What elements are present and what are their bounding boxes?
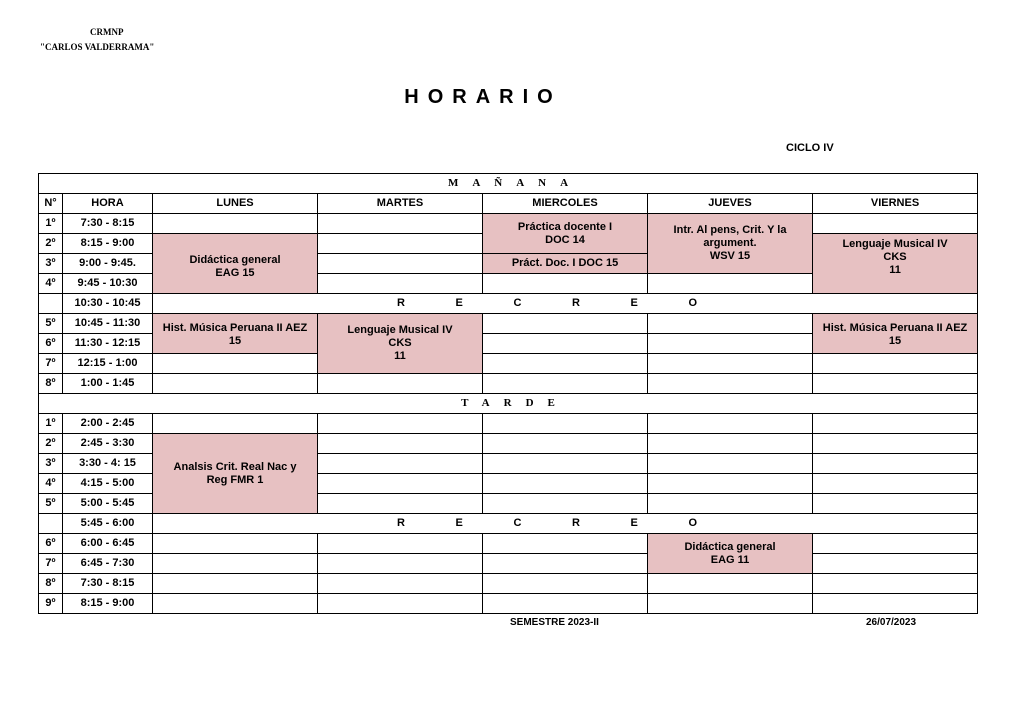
period-time: 3:30 - 4: 15 — [63, 454, 153, 474]
period-time: 2:45 - 3:30 — [63, 434, 153, 454]
period-time: 8:15 - 9:00 — [63, 594, 153, 614]
empty-cell — [318, 594, 483, 614]
empty-cell — [648, 334, 813, 354]
empty-cell — [648, 314, 813, 334]
period-num: 3º — [39, 254, 63, 274]
empty-cell — [318, 234, 483, 254]
period-num: 7º — [39, 554, 63, 574]
period-num: 7º — [39, 354, 63, 374]
period-num: 2º — [39, 434, 63, 454]
empty-cell — [318, 374, 483, 394]
period-num: 2º — [39, 234, 63, 254]
empty-cell — [813, 454, 978, 474]
recess-row — [39, 294, 978, 314]
empty-cell — [483, 274, 648, 294]
table-row — [39, 434, 978, 454]
section-row-afternoon — [39, 394, 978, 414]
empty-cell — [153, 534, 318, 554]
course-block: Práctica docente I DOC 14 — [483, 214, 648, 254]
empty-cell — [39, 514, 63, 534]
period-time: 6:00 - 6:45 — [63, 534, 153, 554]
empty-cell — [483, 554, 648, 574]
empty-cell — [153, 354, 318, 374]
empty-cell — [318, 214, 483, 234]
table-row — [39, 414, 978, 434]
date-label: 26/07/2023 — [866, 617, 917, 628]
period-num: 1º — [39, 214, 63, 234]
period-time: 6:45 - 7:30 — [63, 554, 153, 574]
empty-cell — [813, 474, 978, 494]
empty-cell — [153, 214, 318, 234]
col-header-viernes: VIERNES — [813, 194, 978, 214]
recess-row — [39, 514, 978, 534]
empty-cell — [813, 494, 978, 514]
empty-cell — [153, 374, 318, 394]
col-header-hora: HORA — [63, 194, 153, 214]
page-title: HORARIO — [404, 86, 562, 108]
empty-cell — [483, 574, 648, 594]
period-num: 3º — [39, 454, 63, 474]
empty-cell — [648, 474, 813, 494]
empty-cell — [648, 454, 813, 474]
institution-name: "CARLOS VALDERRAMA" — [40, 42, 155, 52]
empty-cell — [483, 354, 648, 374]
empty-cell — [153, 414, 318, 434]
ciclo-label: CICLO IV — [786, 142, 834, 154]
empty-cell — [318, 274, 483, 294]
empty-cell — [318, 254, 483, 274]
empty-cell — [648, 434, 813, 454]
period-time: 2:00 - 2:45 — [63, 414, 153, 434]
course-block: Práct. Doc. I DOC 15 — [483, 254, 648, 274]
period-num: 1º — [39, 414, 63, 434]
empty-cell — [483, 374, 648, 394]
period-num: 8º — [39, 374, 63, 394]
table-row — [39, 214, 978, 234]
period-time: 7:30 - 8:15 — [63, 574, 153, 594]
empty-cell — [648, 494, 813, 514]
empty-cell — [318, 494, 483, 514]
recess-label: R E C R E O — [153, 514, 978, 534]
empty-cell — [318, 554, 483, 574]
empty-cell — [813, 374, 978, 394]
empty-cell — [483, 494, 648, 514]
period-num: 9º — [39, 594, 63, 614]
course-block: Hist. Música Peruana II AEZ 15 — [153, 314, 318, 354]
empty-cell — [813, 414, 978, 434]
course-block: Analsis Crit. Real Nac y Reg FMR 1 — [153, 434, 318, 514]
col-header-martes: MARTES — [318, 194, 483, 214]
empty-cell — [318, 414, 483, 434]
col-header-lunes: LUNES — [153, 194, 318, 214]
course-block: Didáctica general EAG 15 — [153, 234, 318, 294]
schedule-table — [38, 173, 978, 614]
table-row — [39, 594, 978, 614]
col-header-jueves: JUEVES — [648, 194, 813, 214]
empty-cell — [153, 594, 318, 614]
table-row — [39, 574, 978, 594]
empty-cell — [483, 314, 648, 334]
period-time: 1:00 - 1:45 — [63, 374, 153, 394]
course-block: Hist. Música Peruana II AEZ 15 — [813, 314, 978, 354]
course-block: Intr. Al pens, Crit. Y la argument. WSV 15 — [648, 214, 813, 274]
period-num: 8º — [39, 574, 63, 594]
empty-cell — [813, 554, 978, 574]
empty-cell — [648, 354, 813, 374]
empty-cell — [318, 454, 483, 474]
empty-cell — [648, 374, 813, 394]
period-time: 5:45 - 6:00 — [63, 514, 153, 534]
period-num: 4º — [39, 274, 63, 294]
empty-cell — [483, 534, 648, 554]
period-num: 5º — [39, 494, 63, 514]
period-time: 4:15 - 5:00 — [63, 474, 153, 494]
period-time: 7:30 - 8:15 — [63, 214, 153, 234]
section-title-afternoon: TARDE — [39, 394, 978, 414]
period-time: 5:00 - 5:45 — [63, 494, 153, 514]
course-block: Didáctica general EAG 11 — [648, 534, 813, 574]
period-num: 6º — [39, 534, 63, 554]
table-row — [39, 534, 978, 554]
course-block: Lenguaje Musical IV CKS 11 — [318, 314, 483, 374]
col-header-miercoles: MIERCOLES — [483, 194, 648, 214]
table-row — [39, 554, 978, 574]
empty-cell — [648, 414, 813, 434]
table-row — [39, 374, 978, 394]
empty-cell — [483, 474, 648, 494]
empty-cell — [153, 554, 318, 574]
section-title-morning: MAÑANA — [39, 174, 978, 194]
empty-cell — [813, 534, 978, 554]
empty-cell — [483, 454, 648, 474]
header-row — [39, 194, 978, 214]
empty-cell — [483, 434, 648, 454]
empty-cell — [813, 594, 978, 614]
course-block: Lenguaje Musical IV CKS 11 — [813, 234, 978, 294]
empty-cell — [483, 594, 648, 614]
empty-cell — [153, 574, 318, 594]
empty-cell — [813, 214, 978, 234]
recess-label: R E C R E O — [153, 294, 978, 314]
period-time: 12:15 - 1:00 — [63, 354, 153, 374]
period-time: 10:30 - 10:45 — [63, 294, 153, 314]
period-num: 6º — [39, 334, 63, 354]
empty-cell — [813, 574, 978, 594]
empty-cell — [39, 294, 63, 314]
empty-cell — [318, 434, 483, 454]
period-time: 9:00 - 9:45. — [63, 254, 153, 274]
section-row-morning — [39, 174, 978, 194]
table-row — [39, 314, 978, 334]
empty-cell — [483, 334, 648, 354]
empty-cell — [648, 594, 813, 614]
empty-cell — [318, 474, 483, 494]
period-time: 10:45 - 11:30 — [63, 314, 153, 334]
empty-cell — [813, 434, 978, 454]
empty-cell — [483, 414, 648, 434]
institution-acronym: CRMNP — [90, 27, 124, 37]
period-time: 11:30 - 12:15 — [63, 334, 153, 354]
period-time: 8:15 - 9:00 — [63, 234, 153, 254]
empty-cell — [648, 274, 813, 294]
empty-cell — [318, 574, 483, 594]
empty-cell — [318, 534, 483, 554]
period-num: 5º — [39, 314, 63, 334]
empty-cell — [648, 574, 813, 594]
table-row — [39, 354, 978, 374]
period-time: 9:45 - 10:30 — [63, 274, 153, 294]
empty-cell — [813, 354, 978, 374]
semester-label: SEMESTRE 2023-II — [510, 617, 599, 628]
col-header-num: N° — [39, 194, 63, 214]
period-num: 4º — [39, 474, 63, 494]
